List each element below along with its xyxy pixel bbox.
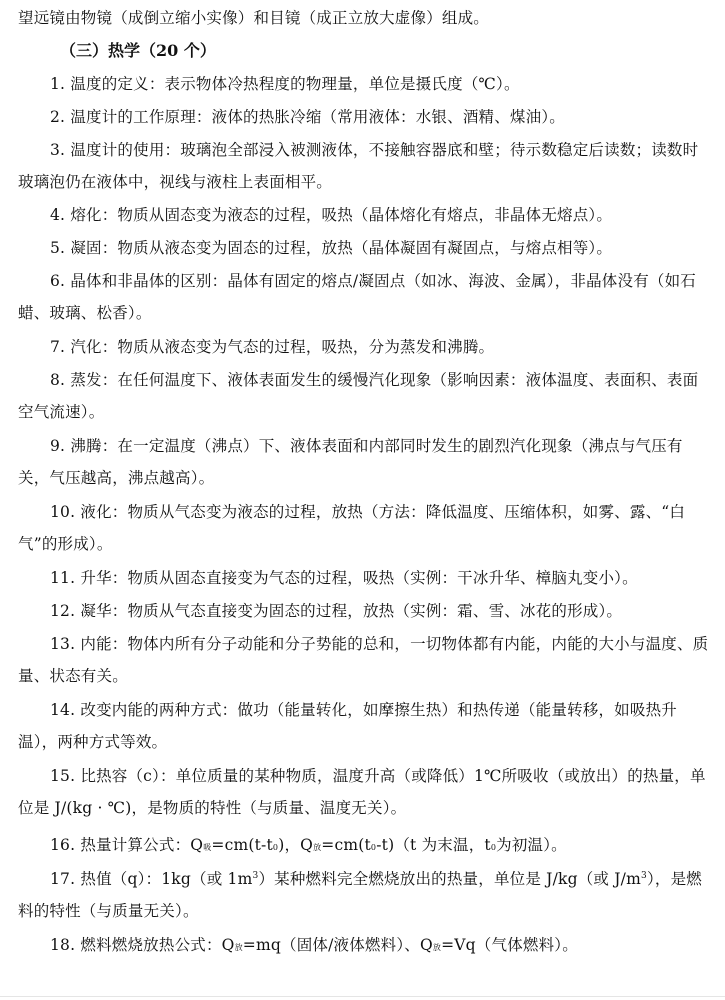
list-item: 13. 内能：物体内所有分子动能和分子势能的总和，一切物体都有内能，内能的大小与温度、质量、状态有关。 [18, 635, 709, 685]
superscript: 3 [641, 870, 647, 881]
list-item: 7. 汽化：物质从液态变为气态的过程，吸热，分为蒸发和沸腾。 [50, 338, 495, 356]
formula-text: 为初温）。 [496, 836, 567, 854]
list-item-combustion-formula [18, 929, 710, 964]
formula-text: 18. 燃料燃烧放热公式：Q [50, 936, 235, 954]
item-text: ）某种燃料完全燃烧放出的热量，单位是 J/kg（或 J/m [258, 870, 641, 888]
list-item: 11. 升华：物质从固态直接变为气态的过程，吸热（实例：干冰升华、樟脑丸变小）。 [50, 569, 638, 587]
formula-text: )，Q [278, 836, 314, 854]
list-item: 6. 晶体和非晶体的区别：晶体有固定的熔点/凝固点（如冰、海波、金属），非晶体没有（如石蜡、玻璃、松香）。 [18, 272, 696, 322]
formula-text: =cm(t [321, 836, 371, 854]
list-item: 9. 沸腾：在一定温度（沸点）下、液体表面和内部同时发生的剧烈汽化现象（沸点与气压有关，气压越高，沸点越高）。 [18, 437, 683, 487]
subscript: 放 [313, 843, 322, 852]
list-item: 10. 液化：物质从气态变为液态的过程，放热（方法：降低温度、压缩体积，如雾、露、“白气”的形成）。 [18, 503, 686, 553]
list-item-heat-value [18, 863, 710, 927]
formula-text: =mq（固体/液体燃料）、Q [242, 936, 433, 954]
subscript: 0 [490, 843, 497, 852]
item-text: ），是燃料的特性（与质量无关）。 [18, 870, 702, 920]
list-item: 5. 凝固：物质从液态变为固态的过程，放热（晶体凝固有凝固点，与熔点相等）。 [50, 239, 613, 257]
formula-text: 16. 热量计算公式：Q [50, 836, 204, 854]
formula-text: =Vq（气体燃料）。 [441, 936, 578, 954]
superscript: 3 [252, 870, 259, 881]
item-text: 17. 热值（q）：1kg（或 1m [50, 870, 253, 888]
list-item: 14. 改变内能的两种方式：做功（能量转化，如摩擦生热）和热传递（能量转移，如吸热升温），两种方式等效。 [18, 701, 677, 751]
intro-line: 望远镜由物镜（成倒立缩小实像）和目镜（成正立放大虚像）组成。 [18, 9, 490, 27]
subscript: 0 [370, 843, 377, 852]
formula-text: -t)（t 为末温，t [376, 836, 491, 854]
list-item: 4. 熔化：物质从固态变为液态的过程，吸热（晶体熔化有熔点，非晶体无熔点）。 [50, 206, 613, 224]
list-item: 3. 温度计的使用：玻璃泡全部浸入被测液体，不接触容器底和壁；待示数稳定后读数；读数时玻璃泡仍在液体中，视线与液柱上表面相平。 [18, 141, 699, 191]
section-title: （三）热学（20 个） [60, 41, 216, 60]
subscript: 放 [432, 943, 442, 952]
list-item: 12. 凝华：物质从气态直接变为固态的过程，放热（实例：霜、雪、冰花的形成）。 [50, 602, 623, 620]
list-item: 2. 温度计的工作原理：液体的热胀冷缩（常用液体：水银、酒精、煤油）。 [50, 108, 565, 126]
subscript: 吸 [203, 843, 212, 852]
formula-text: =cm(t-t [211, 836, 273, 854]
list-item-heat-formula [18, 829, 710, 864]
subscript: 0 [272, 843, 279, 852]
list-item: 8. 蒸发：在任何温度下、液体表面发生的缓慢汽化现象（影响因素：液体温度、表面积、表面空气流速）。 [18, 371, 699, 421]
page-bottom-divider [0, 996, 725, 997]
list-item: 1. 温度的定义：表示物体冷热程度的物理量，单位是摄氏度（℃）。 [50, 75, 520, 93]
list-item: 15. 比热容（c）：单位质量的某种物质，温度升高（或降低）1℃所吸收（或放出）的热量，单位是 J/(kg · ℃)，是物质的特性（与质量、温度无关）。 [18, 767, 706, 817]
subscript: 放 [234, 943, 243, 952]
